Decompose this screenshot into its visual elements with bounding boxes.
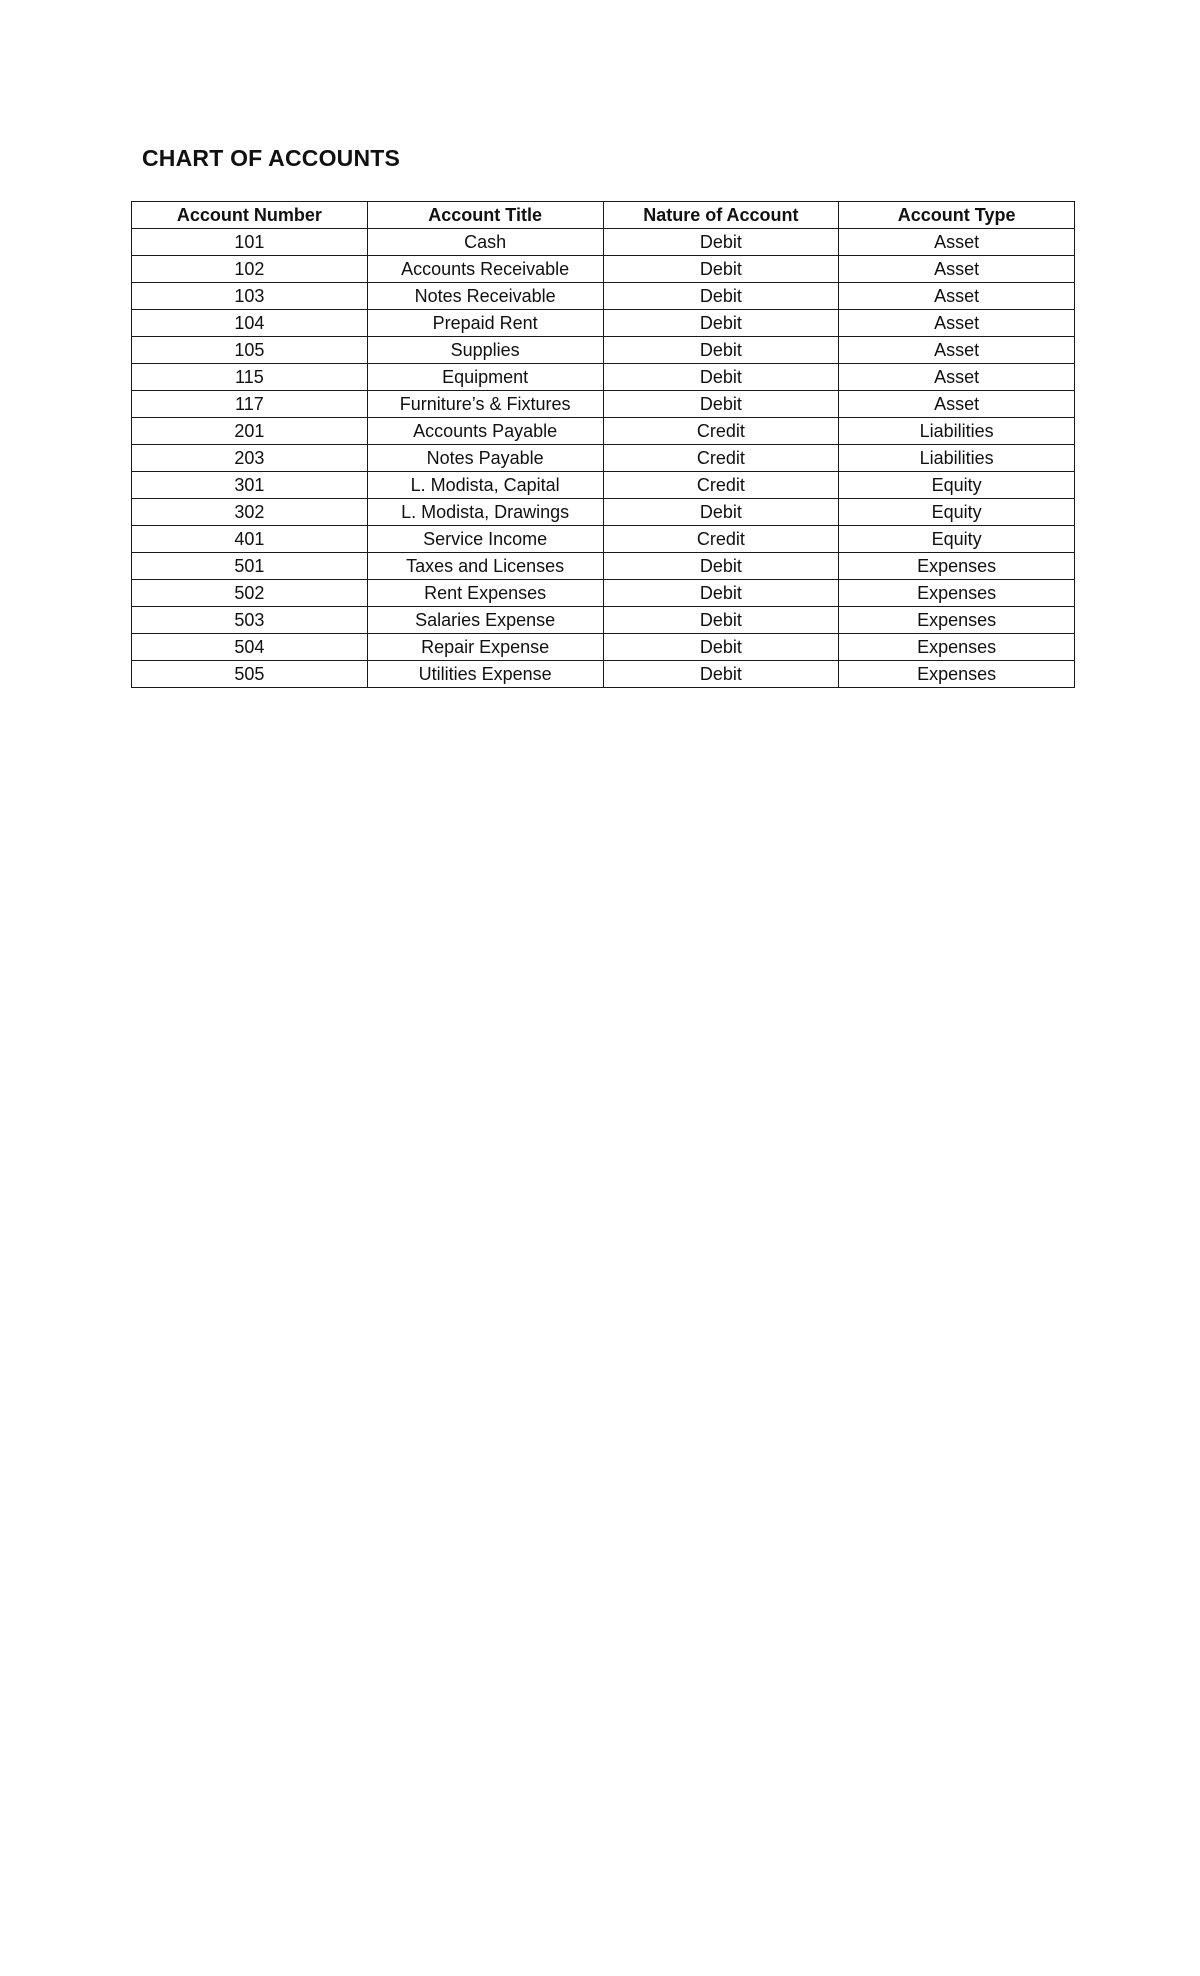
page-title: CHART OF ACCOUNTS bbox=[142, 145, 401, 171]
cell-account-number: 101 bbox=[132, 229, 368, 256]
cell-nature-of-account: Debit bbox=[603, 553, 839, 580]
cell-account-title: Accounts Receivable bbox=[367, 256, 603, 283]
cell-account-title: Prepaid Rent bbox=[367, 310, 603, 337]
cell-account-number: 201 bbox=[132, 418, 368, 445]
table-header-row bbox=[132, 202, 1075, 229]
cell-account-title: Taxes and Licenses bbox=[367, 553, 603, 580]
table-row bbox=[132, 418, 1075, 445]
cell-account-number: 501 bbox=[132, 553, 368, 580]
header-account-number: Account Number bbox=[132, 202, 368, 229]
cell-account-number: 115 bbox=[132, 364, 368, 391]
cell-account-type: Asset bbox=[839, 364, 1075, 391]
cell-nature-of-account: Debit bbox=[603, 499, 839, 526]
cell-account-type: Asset bbox=[839, 283, 1075, 310]
cell-account-number: 504 bbox=[132, 634, 368, 661]
header-account-type: Account Type bbox=[839, 202, 1075, 229]
cell-account-type: Asset bbox=[839, 391, 1075, 418]
cell-account-type: Equity bbox=[839, 472, 1075, 499]
cell-account-number: 117 bbox=[132, 391, 368, 418]
cell-account-type: Expenses bbox=[839, 553, 1075, 580]
table-row bbox=[132, 229, 1075, 256]
cell-nature-of-account: Debit bbox=[603, 256, 839, 283]
table-row bbox=[132, 310, 1075, 337]
table-row bbox=[132, 499, 1075, 526]
table-row bbox=[132, 607, 1075, 634]
cell-account-type: Expenses bbox=[839, 634, 1075, 661]
cell-nature-of-account: Debit bbox=[603, 310, 839, 337]
table-row bbox=[132, 337, 1075, 364]
table-row bbox=[132, 553, 1075, 580]
table-body bbox=[132, 229, 1075, 688]
cell-account-number: 301 bbox=[132, 472, 368, 499]
cell-account-type: Liabilities bbox=[839, 445, 1075, 472]
cell-nature-of-account: Credit bbox=[603, 445, 839, 472]
cell-nature-of-account: Debit bbox=[603, 283, 839, 310]
cell-account-type: Expenses bbox=[839, 580, 1075, 607]
header-nature-of-account: Nature of Account bbox=[603, 202, 839, 229]
cell-nature-of-account: Debit bbox=[603, 607, 839, 634]
cell-nature-of-account: Credit bbox=[603, 472, 839, 499]
cell-account-title: Service Income bbox=[367, 526, 603, 553]
chart-of-accounts-table bbox=[131, 201, 1075, 688]
cell-nature-of-account: Debit bbox=[603, 391, 839, 418]
cell-account-title: L. Modista, Drawings bbox=[367, 499, 603, 526]
table-row bbox=[132, 634, 1075, 661]
cell-nature-of-account: Debit bbox=[603, 229, 839, 256]
cell-account-type: Equity bbox=[839, 499, 1075, 526]
cell-account-title: Rent Expenses bbox=[367, 580, 603, 607]
header-account-title: Account Title bbox=[367, 202, 603, 229]
cell-nature-of-account: Debit bbox=[603, 337, 839, 364]
table-row bbox=[132, 580, 1075, 607]
cell-nature-of-account: Debit bbox=[603, 634, 839, 661]
cell-account-title: L. Modista, Capital bbox=[367, 472, 603, 499]
table-row bbox=[132, 391, 1075, 418]
cell-account-title: Notes Receivable bbox=[367, 283, 603, 310]
cell-account-type: Equity bbox=[839, 526, 1075, 553]
cell-account-type: Asset bbox=[839, 310, 1075, 337]
cell-account-type: Asset bbox=[839, 256, 1075, 283]
cell-account-number: 102 bbox=[132, 256, 368, 283]
cell-account-number: 503 bbox=[132, 607, 368, 634]
cell-account-title: Notes Payable bbox=[367, 445, 603, 472]
cell-account-number: 203 bbox=[132, 445, 368, 472]
cell-nature-of-account: Debit bbox=[603, 580, 839, 607]
cell-nature-of-account: Debit bbox=[603, 364, 839, 391]
cell-account-number: 401 bbox=[132, 526, 368, 553]
table-row bbox=[132, 526, 1075, 553]
cell-account-title: Furniture’s & Fixtures bbox=[367, 391, 603, 418]
cell-account-title: Equipment bbox=[367, 364, 603, 391]
cell-account-title: Cash bbox=[367, 229, 603, 256]
cell-account-title: Utilities Expense bbox=[367, 661, 603, 688]
cell-account-number: 502 bbox=[132, 580, 368, 607]
cell-account-type: Liabilities bbox=[839, 418, 1075, 445]
cell-account-type: Expenses bbox=[839, 661, 1075, 688]
cell-nature-of-account: Credit bbox=[603, 526, 839, 553]
table-row bbox=[132, 661, 1075, 688]
cell-account-number: 104 bbox=[132, 310, 368, 337]
table-row bbox=[132, 364, 1075, 391]
cell-account-title: Accounts Payable bbox=[367, 418, 603, 445]
cell-account-number: 103 bbox=[132, 283, 368, 310]
table-row bbox=[132, 283, 1075, 310]
table-row bbox=[132, 472, 1075, 499]
cell-account-type: Asset bbox=[839, 229, 1075, 256]
cell-account-number: 105 bbox=[132, 337, 368, 364]
cell-account-title: Repair Expense bbox=[367, 634, 603, 661]
table-row bbox=[132, 445, 1075, 472]
cell-account-number: 302 bbox=[132, 499, 368, 526]
cell-nature-of-account: Debit bbox=[603, 661, 839, 688]
cell-account-type: Expenses bbox=[839, 607, 1075, 634]
cell-account-type: Asset bbox=[839, 337, 1075, 364]
cell-account-title: Supplies bbox=[367, 337, 603, 364]
cell-account-title: Salaries Expense bbox=[367, 607, 603, 634]
cell-nature-of-account: Credit bbox=[603, 418, 839, 445]
table-row bbox=[132, 256, 1075, 283]
cell-account-number: 505 bbox=[132, 661, 368, 688]
